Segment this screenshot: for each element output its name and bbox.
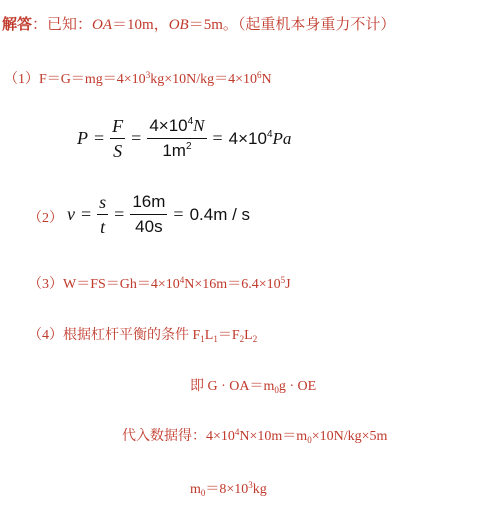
m0-unit: kg	[252, 482, 267, 497]
velocity-eq1: =	[81, 204, 92, 224]
pressure-S: S	[110, 138, 125, 161]
answer-colon: ：	[32, 17, 48, 33]
substitute-line	[122, 425, 387, 445]
balance-text: 即 G · OA＝m	[190, 379, 275, 394]
step1-mid: kg×10N/kg＝4×10	[150, 72, 257, 87]
header-line	[2, 13, 395, 34]
pressure-num-unit: N	[193, 116, 205, 135]
step1-prefix: （1）	[4, 72, 39, 87]
pressure-eq3: =	[212, 128, 223, 148]
step4-sub3: 2	[239, 334, 245, 344]
velocity-result: 0.4m / s	[189, 204, 251, 224]
step4-sub4: 2	[252, 334, 258, 344]
balance-rest: g · OE	[278, 379, 317, 394]
m0-mid: ＝8×10	[205, 482, 249, 497]
step3-mid: N×16m＝6.4×10	[184, 277, 281, 292]
pressure-den-base: 1m	[162, 141, 186, 160]
step4-eq: ＝F	[217, 328, 240, 343]
pressure-result	[229, 129, 292, 149]
velocity-lhs: v	[67, 204, 75, 224]
pressure-eq1: =	[94, 128, 105, 148]
step4-prefix: （4）	[28, 328, 63, 343]
oa-symbol: OA	[92, 17, 113, 33]
step3-prefix: （3）	[28, 277, 63, 292]
balance-sub: 0	[274, 385, 279, 395]
pressure-num-exp: 4	[187, 116, 194, 127]
step4-text: 根据杠杆平衡的条件 F	[63, 328, 201, 343]
step3-end: J	[285, 277, 291, 292]
step3-exp2: 5	[280, 275, 286, 285]
velocity-eq2: =	[114, 204, 125, 224]
pressure-res-unit: Pa	[272, 128, 292, 148]
step4-line	[28, 324, 257, 344]
step1-exp1: 3	[145, 70, 151, 80]
m0-symbol: m	[190, 482, 201, 497]
step3-exp1: 4	[179, 275, 185, 285]
substitute-text: 代入数据得：4×10	[122, 429, 235, 444]
pressure-F: F	[112, 116, 124, 136]
substitute-sub: 0	[307, 435, 312, 445]
step4-L2: L	[244, 328, 253, 343]
pressure-formula	[74, 116, 294, 161]
ob-symbol: OB	[168, 17, 189, 33]
substitute-rest: ×10N/kg×5m	[311, 429, 388, 444]
m0-sub: 0	[200, 488, 206, 498]
velocity-formula	[64, 192, 253, 237]
known-prefix: 已知：	[47, 17, 93, 33]
step3-line	[28, 273, 291, 293]
substitute-mid: N×10m＝m	[239, 429, 308, 444]
velocity-s: s	[99, 192, 107, 212]
oa-value: ＝10m，	[112, 17, 169, 33]
velocity-denominator: 40s	[130, 214, 167, 237]
ob-value: ＝5m。（起重机本身重力不计）	[188, 17, 396, 33]
pressure-num-base: 4×10	[149, 116, 188, 135]
velocity-fraction-values	[130, 192, 167, 237]
m0-result-line	[190, 478, 267, 498]
pressure-eq2: =	[131, 128, 142, 148]
step1-exp2: 6	[256, 70, 262, 80]
velocity-t: t	[97, 214, 108, 237]
velocity-fraction-st	[97, 192, 108, 237]
step1-line	[4, 68, 272, 88]
answer-label: 解答	[2, 15, 33, 33]
step1-end: N	[261, 72, 272, 87]
step4-sub1: 1	[200, 334, 205, 344]
pressure-res-exp: 4	[266, 128, 273, 140]
balance-line	[190, 375, 316, 395]
step3-body: W＝FS＝Gh＝4×10	[63, 277, 180, 292]
step1-body: F＝G＝mg＝4×10	[39, 72, 146, 87]
pressure-lhs: P	[77, 128, 88, 148]
velocity-numerator: 16m	[132, 192, 166, 211]
step4-sub2: 1	[213, 334, 218, 344]
pressure-den-exp: 2	[185, 141, 192, 152]
step4-L1: L	[204, 328, 214, 343]
pressure-res-base: 4×10	[228, 128, 267, 148]
pressure-denominator	[147, 138, 206, 161]
pressure-fraction-values	[147, 116, 206, 161]
pressure-fraction-fs	[110, 116, 125, 161]
substitute-exp: 4	[234, 427, 240, 437]
velocity-eq3: =	[173, 204, 184, 224]
m0-exp: 3	[248, 480, 253, 490]
pressure-numerator	[147, 116, 206, 138]
step2-prefix: （2）	[28, 211, 63, 226]
